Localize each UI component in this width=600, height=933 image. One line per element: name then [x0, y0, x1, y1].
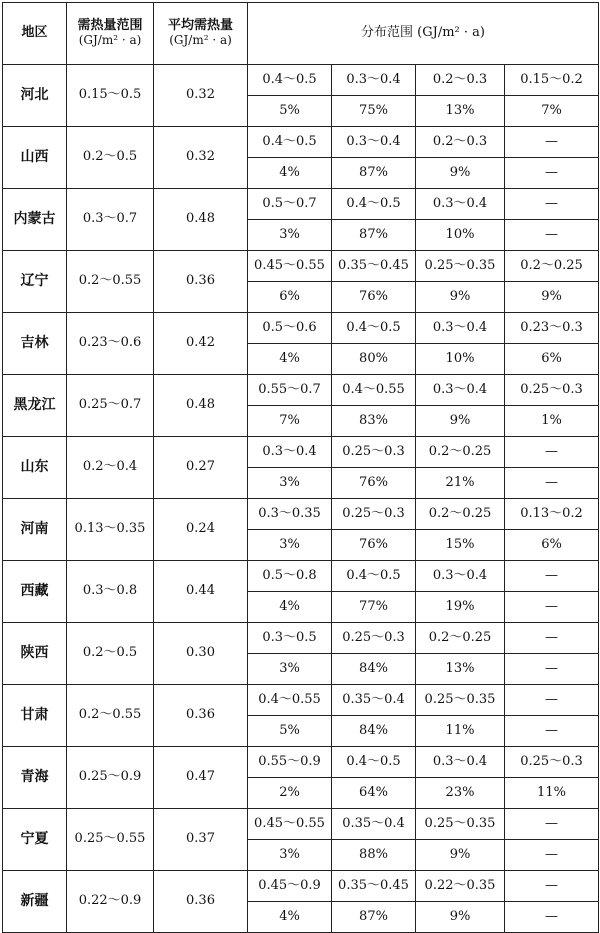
- dist-percent-cell: 88%: [332, 840, 416, 871]
- dist-range-cell: 0.2～0.25: [505, 251, 599, 282]
- dist-percent-cell: 4%: [248, 592, 332, 623]
- dist-range-cell: 0.25～0.3: [332, 499, 416, 530]
- dist-range-cell: 0.45～0.55: [248, 251, 332, 282]
- dist-range-cell: 0.3～0.4: [416, 561, 505, 592]
- dist-range-cell: 0.2～0.25: [416, 437, 505, 468]
- dist-percent-cell: 3%: [248, 220, 332, 251]
- dist-percent-cell: 5%: [248, 96, 332, 127]
- heat-demand-table: [2, 2, 599, 933]
- header-distribution: [248, 3, 599, 65]
- dist-percent-cell: 64%: [332, 778, 416, 809]
- dist-percent-cell: 2%: [248, 778, 332, 809]
- range-cell: 0.23～0.6: [67, 313, 154, 375]
- dist-range-cell: 0.45～0.9: [248, 871, 332, 902]
- table-row: [3, 313, 599, 344]
- dist-percent-cell: —: [505, 654, 599, 685]
- dist-range-cell: —: [505, 685, 599, 716]
- dist-range-cell: —: [505, 127, 599, 158]
- dist-range-cell: 0.3～0.4: [248, 437, 332, 468]
- range-cell: 0.15～0.5: [67, 65, 154, 127]
- dist-percent-cell: 23%: [416, 778, 505, 809]
- dist-percent-cell: 3%: [248, 530, 332, 561]
- dist-percent-cell: 87%: [332, 220, 416, 251]
- dist-percent-cell: 10%: [416, 344, 505, 375]
- dist-range-cell: 0.4～0.55: [332, 375, 416, 406]
- dist-range-cell: 0.55～0.7: [248, 375, 332, 406]
- dist-percent-cell: —: [505, 468, 599, 499]
- dist-percent-cell: 87%: [332, 158, 416, 189]
- dist-range-cell: 0.25～0.3: [332, 437, 416, 468]
- table-header-row: [3, 3, 599, 65]
- range-cell: 0.2～0.5: [67, 623, 154, 685]
- dist-percent-cell: 6%: [505, 344, 599, 375]
- header-region-label: 地区: [21, 25, 48, 41]
- avg-cell: 0.32: [154, 127, 248, 189]
- dist-range-cell: 0.15～0.2: [505, 65, 599, 96]
- dist-range-cell: 0.35～0.45: [332, 871, 416, 902]
- dist-percent-cell: —: [505, 716, 599, 747]
- avg-cell: 0.44: [154, 561, 248, 623]
- dist-range-cell: 0.3～0.4: [416, 189, 505, 220]
- dist-range-cell: 0.23～0.3: [505, 313, 599, 344]
- dist-range-cell: —: [505, 809, 599, 840]
- avg-cell: 0.47: [154, 747, 248, 809]
- header-range-unit: (GJ/m² · a): [78, 33, 142, 48]
- dist-percent-cell: 3%: [248, 468, 332, 499]
- dist-percent-cell: 1%: [505, 406, 599, 437]
- dist-range-cell: 0.5～0.8: [248, 561, 332, 592]
- region-cell: 陕西: [3, 623, 67, 685]
- dist-percent-cell: 87%: [332, 902, 416, 933]
- table-row: [3, 499, 599, 530]
- dist-range-cell: 0.25～0.35: [416, 809, 505, 840]
- dist-range-cell: 0.35～0.45: [332, 251, 416, 282]
- dist-range-cell: 0.2～0.3: [416, 65, 505, 96]
- dist-percent-cell: 9%: [505, 282, 599, 313]
- region-cell: 新疆: [3, 871, 67, 933]
- region-cell: 内蒙古: [3, 189, 67, 251]
- dist-range-cell: —: [505, 189, 599, 220]
- dist-range-cell: 0.25～0.3: [505, 375, 599, 406]
- dist-range-cell: 0.2～0.25: [416, 623, 505, 654]
- avg-cell: 0.27: [154, 437, 248, 499]
- avg-cell: 0.36: [154, 685, 248, 747]
- dist-percent-cell: 4%: [248, 902, 332, 933]
- range-cell: 0.2～0.4: [67, 437, 154, 499]
- table-row: [3, 685, 599, 716]
- table-row: [3, 809, 599, 840]
- table-row: [3, 375, 599, 406]
- region-cell: 辽宁: [3, 251, 67, 313]
- dist-range-cell: 0.3～0.4: [332, 65, 416, 96]
- dist-range-cell: 0.25～0.3: [505, 747, 599, 778]
- dist-percent-cell: 9%: [416, 840, 505, 871]
- dist-percent-cell: —: [505, 220, 599, 251]
- dist-percent-cell: 9%: [416, 902, 505, 933]
- dist-range-cell: 0.25～0.3: [332, 623, 416, 654]
- dist-range-cell: 0.3～0.5: [248, 623, 332, 654]
- dist-percent-cell: 19%: [416, 592, 505, 623]
- dist-percent-cell: 9%: [416, 158, 505, 189]
- dist-range-cell: 0.4～0.55: [248, 685, 332, 716]
- dist-percent-cell: 84%: [332, 654, 416, 685]
- dist-percent-cell: 7%: [248, 406, 332, 437]
- dist-percent-cell: —: [505, 840, 599, 871]
- dist-range-cell: 0.35～0.4: [332, 809, 416, 840]
- table-row: [3, 747, 599, 778]
- dist-range-cell: 0.55～0.9: [248, 747, 332, 778]
- region-cell: 甘肃: [3, 685, 67, 747]
- table-row: [3, 871, 599, 902]
- dist-range-cell: 0.2～0.25: [416, 499, 505, 530]
- dist-range-cell: 0.25～0.35: [416, 685, 505, 716]
- dist-range-cell: 0.3～0.35: [248, 499, 332, 530]
- dist-percent-cell: 6%: [505, 530, 599, 561]
- dist-range-cell: 0.45～0.55: [248, 809, 332, 840]
- header-region: [3, 3, 67, 65]
- dist-range-cell: —: [505, 561, 599, 592]
- dist-range-cell: 0.4～0.5: [332, 561, 416, 592]
- dist-percent-cell: 5%: [248, 716, 332, 747]
- range-cell: 0.3～0.8: [67, 561, 154, 623]
- dist-percent-cell: 7%: [505, 96, 599, 127]
- dist-range-cell: 0.4～0.5: [248, 65, 332, 96]
- region-cell: 山东: [3, 437, 67, 499]
- dist-range-cell: 0.2～0.3: [416, 127, 505, 158]
- avg-cell: 0.32: [154, 65, 248, 127]
- dist-range-cell: 0.5～0.6: [248, 313, 332, 344]
- dist-range-cell: 0.4～0.5: [248, 127, 332, 158]
- dist-percent-cell: 6%: [248, 282, 332, 313]
- range-cell: 0.22～0.9: [67, 871, 154, 933]
- avg-cell: 0.30: [154, 623, 248, 685]
- dist-percent-cell: 83%: [332, 406, 416, 437]
- dist-percent-cell: 13%: [416, 96, 505, 127]
- header-distribution-label: 分布范围 (GJ/m² · a): [361, 25, 485, 41]
- avg-cell: 0.24: [154, 499, 248, 561]
- dist-percent-cell: —: [505, 592, 599, 623]
- region-cell: 黑龙江: [3, 375, 67, 437]
- region-cell: 河北: [3, 65, 67, 127]
- dist-range-cell: 0.3～0.4: [416, 375, 505, 406]
- avg-cell: 0.36: [154, 251, 248, 313]
- dist-percent-cell: 21%: [416, 468, 505, 499]
- region-cell: 山西: [3, 127, 67, 189]
- dist-percent-cell: 76%: [332, 282, 416, 313]
- dist-percent-cell: 3%: [248, 840, 332, 871]
- table-row: [3, 127, 599, 158]
- header-avg-unit: (GJ/m² · a): [169, 33, 232, 48]
- range-cell: 0.2～0.5: [67, 127, 154, 189]
- dist-range-cell: 0.35～0.4: [332, 685, 416, 716]
- range-cell: 0.25～0.55: [67, 809, 154, 871]
- table-row: [3, 623, 599, 654]
- dist-percent-cell: 9%: [416, 406, 505, 437]
- dist-percent-cell: 77%: [332, 592, 416, 623]
- dist-range-cell: 0.3～0.4: [416, 313, 505, 344]
- dist-range-cell: 0.22～0.35: [416, 871, 505, 902]
- dist-percent-cell: 4%: [248, 158, 332, 189]
- dist-percent-cell: 15%: [416, 530, 505, 561]
- header-range-title: 需热量范围: [77, 18, 143, 34]
- avg-cell: 0.37: [154, 809, 248, 871]
- dist-percent-cell: 3%: [248, 654, 332, 685]
- range-cell: 0.2～0.55: [67, 251, 154, 313]
- table-row: [3, 437, 599, 468]
- dist-percent-cell: 80%: [332, 344, 416, 375]
- table-body: [3, 65, 599, 933]
- avg-cell: 0.36: [154, 871, 248, 933]
- dist-percent-cell: 11%: [505, 778, 599, 809]
- range-cell: 0.2～0.55: [67, 685, 154, 747]
- avg-cell: 0.48: [154, 189, 248, 251]
- dist-percent-cell: 76%: [332, 468, 416, 499]
- region-cell: 青海: [3, 747, 67, 809]
- dist-range-cell: —: [505, 623, 599, 654]
- dist-percent-cell: 84%: [332, 716, 416, 747]
- dist-percent-cell: 4%: [248, 344, 332, 375]
- region-cell: 宁夏: [3, 809, 67, 871]
- dist-range-cell: —: [505, 871, 599, 902]
- dist-percent-cell: 11%: [416, 716, 505, 747]
- dist-range-cell: 0.25～0.35: [416, 251, 505, 282]
- table-row: [3, 561, 599, 592]
- dist-percent-cell: —: [505, 158, 599, 189]
- region-cell: 吉林: [3, 313, 67, 375]
- table-row: [3, 251, 599, 282]
- range-cell: 0.25～0.7: [67, 375, 154, 437]
- header-avg: [154, 3, 248, 65]
- dist-percent-cell: 76%: [332, 530, 416, 561]
- dist-percent-cell: 13%: [416, 654, 505, 685]
- range-cell: 0.13～0.35: [67, 499, 154, 561]
- dist-range-cell: 0.4～0.5: [332, 189, 416, 220]
- dist-percent-cell: 75%: [332, 96, 416, 127]
- table-row: [3, 65, 599, 96]
- header-avg-title: 平均需热量: [167, 18, 233, 34]
- dist-range-cell: 0.3～0.4: [332, 127, 416, 158]
- table-row: [3, 189, 599, 220]
- dist-percent-cell: 9%: [416, 282, 505, 313]
- dist-percent-cell: —: [505, 902, 599, 933]
- dist-percent-cell: 10%: [416, 220, 505, 251]
- dist-range-cell: 0.5～0.7: [248, 189, 332, 220]
- dist-range-cell: 0.3～0.4: [416, 747, 505, 778]
- dist-range-cell: 0.4～0.5: [332, 747, 416, 778]
- region-cell: 西藏: [3, 561, 67, 623]
- avg-cell: 0.48: [154, 375, 248, 437]
- dist-range-cell: 0.13～0.2: [505, 499, 599, 530]
- dist-range-cell: —: [505, 437, 599, 468]
- header-range: [67, 3, 154, 65]
- avg-cell: 0.42: [154, 313, 248, 375]
- dist-range-cell: 0.4～0.5: [332, 313, 416, 344]
- region-cell: 河南: [3, 499, 67, 561]
- range-cell: 0.3～0.7: [67, 189, 154, 251]
- range-cell: 0.25～0.9: [67, 747, 154, 809]
